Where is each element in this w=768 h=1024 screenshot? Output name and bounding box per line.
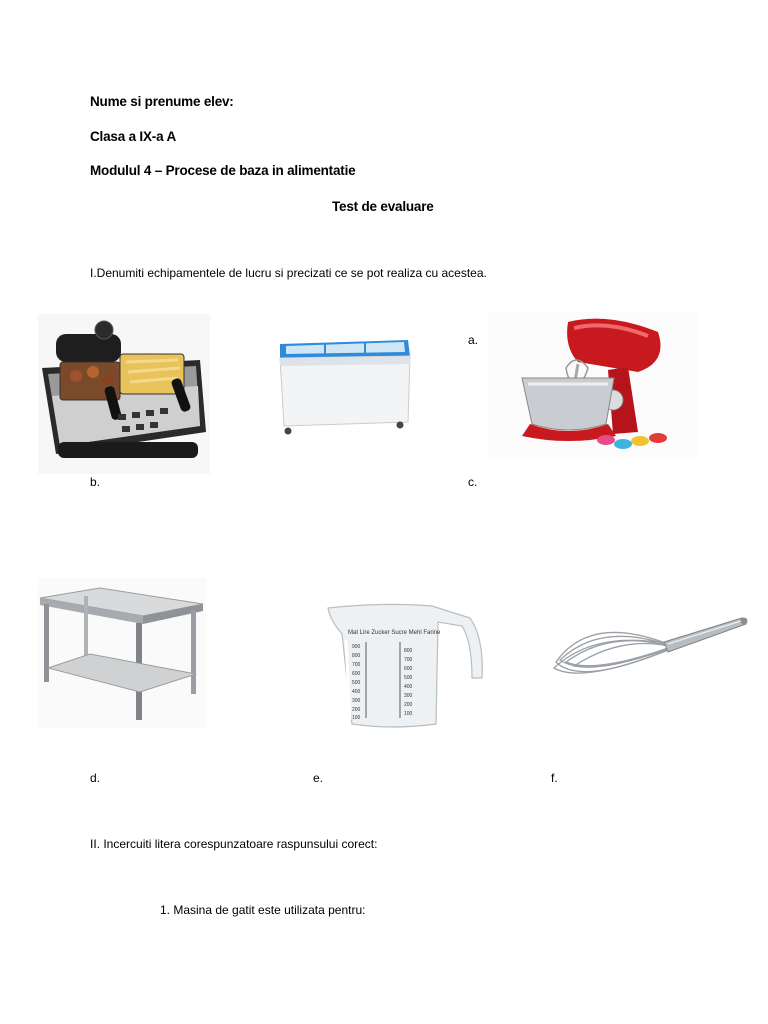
label-d: d.: [90, 771, 101, 785]
section1-instruction: I.Denumiti echipamentele de lucru si precizati ce se pot realiza cu acestea.: [90, 266, 487, 280]
svg-text:500: 500: [352, 680, 361, 686]
svg-text:100: 100: [404, 711, 413, 717]
label-a: a.: [468, 333, 479, 347]
balloon-whisk-image: [550, 612, 750, 690]
svg-text:200: 200: [404, 702, 413, 708]
question-1: 1. Masina de gatit este utilizata pentru:: [160, 903, 366, 917]
class-label: Clasa a IX-a A: [90, 129, 176, 144]
svg-text:800: 800: [352, 653, 361, 659]
module-title: Modulul 4 – Procese de baza in alimentatie: [90, 163, 356, 178]
svg-text:100: 100: [352, 715, 361, 721]
svg-text:700: 700: [404, 657, 413, 663]
svg-text:600: 600: [404, 666, 413, 672]
steel-work-table-image: [38, 578, 206, 728]
label-b: b.: [90, 475, 101, 489]
stand-mixer-image: [488, 312, 698, 457]
svg-text:400: 400: [404, 684, 413, 690]
svg-text:400: 400: [352, 689, 361, 695]
section2-instruction: II. Incercuiti litera corespunzatoare raspunsului corect:: [90, 837, 378, 851]
jug-header-text: Mat Lire Zucker Sucre Mehl Farine: [348, 630, 441, 636]
measuring-jug-image: [322, 600, 487, 730]
svg-text:200: 200: [352, 707, 361, 713]
svg-text:300: 300: [404, 693, 413, 699]
svg-text:300: 300: [352, 698, 361, 704]
label-e: e.: [313, 771, 324, 785]
svg-text:800: 800: [404, 648, 413, 654]
test-title: Test de evaluare: [332, 199, 434, 214]
label-c: c.: [468, 475, 478, 489]
student-name-label: Nume si prenume elev:: [90, 94, 234, 109]
chest-freezer-image: [270, 330, 420, 448]
svg-text:600: 600: [352, 671, 361, 677]
svg-text:500: 500: [404, 675, 413, 681]
svg-text:900: 900: [352, 644, 361, 650]
label-f: f.: [551, 771, 558, 785]
svg-text:700: 700: [352, 662, 361, 668]
deep-fryer-image: [38, 314, 210, 474]
